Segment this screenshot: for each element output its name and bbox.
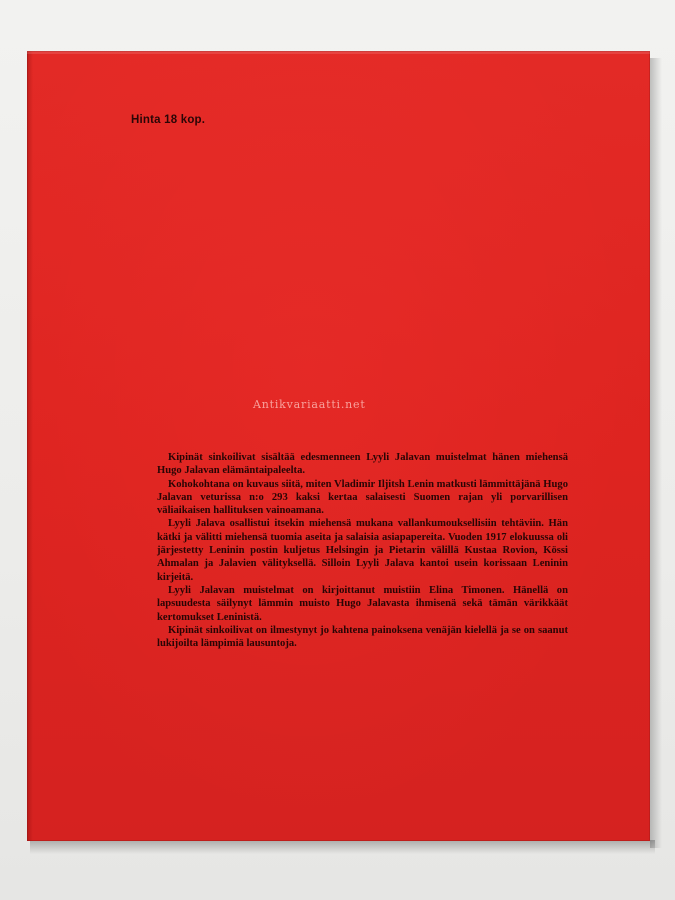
book-back-cover xyxy=(27,51,650,841)
cover-spine-edge xyxy=(27,51,33,841)
blurb-paragraph: Lyyli Jalavan muistelmat on kirjoittanut muistiin Elina Timonen. Hänellä on lapsuudesta säilynyt lämmin muisto Hugo Jalavasta ihmisenä sekä tämän värikkäät kertomukset Leninistä. xyxy=(157,584,568,623)
blurb-paragraph: Lyyli Jalava osallistui itsekin miehensä mukana vallankumouksellisiin tehtäviin. Hän kätki ja välitti miehensä tuomia aseita ja salaisia asiapapereita. Vuoden 1917 elokuussa oli järjestetty Leninin postin kuljetus Helsingin ja Pietarin välillä Kustaa Rovion, Kössi Ahmalan ja Jalavien välityksellä. Silloin Lyyli Jalava kantoi usein korissaan Leninin kirjeitä. xyxy=(157,518,568,583)
book-shadow-bottom xyxy=(30,840,655,854)
blurb-paragraph: Kipinät sinkoilivat sisältää edesmenneen Lyyli Jalavan muistelmat hänen miehensä Hugo Jalavan elämäntaipaleelta. xyxy=(157,452,568,477)
blurb-paragraph: Kipinät sinkoilivat on ilmestynyt jo kahtena painoksena venäjän kielellä ja se on saanut lukijoilta lämpimiä lausuntoja. xyxy=(157,624,568,650)
cover-top-edge xyxy=(27,51,650,54)
blurb-text xyxy=(157,451,568,650)
watermark-text: Antikvariaatti.net xyxy=(253,398,366,411)
price-label: Hinta 18 kop. xyxy=(131,114,206,126)
book-shadow-right xyxy=(650,58,662,848)
blurb-paragraph: Kohokohtana on kuvaus siitä, miten Vladimir Iljitsh Lenin matkusti lämmittäjänä Hugo Jalavan veturissa n:o 293 kaksi kertaa salaisesti Suomen rajan yli porvarillisen väliaikaisen hallituksen vainoamana. xyxy=(157,478,568,517)
